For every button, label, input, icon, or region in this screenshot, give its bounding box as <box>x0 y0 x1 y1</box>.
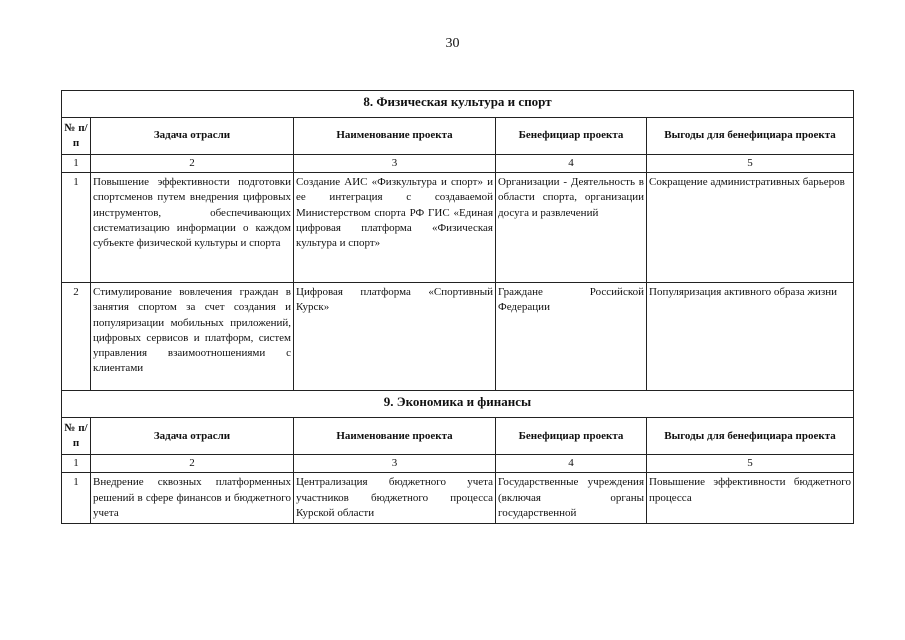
header-row <box>62 418 854 455</box>
header-project: Наименование проекта <box>294 118 496 155</box>
column-number: 2 <box>91 155 294 173</box>
benefits-cell: Повышение эффективности бюджетного процесса <box>647 473 854 524</box>
header-project: Наименование проекта <box>294 418 496 455</box>
task-cell: Внедрение сквозных платформенных решений в сфере финансов и бюджетного учета <box>91 473 294 524</box>
column-numbers-row <box>62 455 854 473</box>
projects-table <box>61 90 854 524</box>
benefits-cell: Сокращение административных барьеров <box>647 173 854 283</box>
section-8-title-row <box>62 91 854 118</box>
column-number: 4 <box>496 455 647 473</box>
column-numbers-row <box>62 155 854 173</box>
benefits-cell: Популяризация активного образа жизни <box>647 283 854 391</box>
table-row <box>62 283 854 391</box>
task-cell: Стимулирование вовлечения граждан в занятия спортом за счет создания и популяризации мобильных приложений, цифровых сервисов и платформ, систем управления взаимоотношениями с клиентами <box>91 283 294 391</box>
page-number: 30 <box>445 36 460 51</box>
project-cell: Создание АИС «Физкультура и спорт» и ее интеграция с создаваемой Министерством спорта РФ ГИС «Единая цифровая платформа «Физическая культура и спорт» <box>294 173 496 283</box>
row-number: 1 <box>62 473 91 524</box>
column-number: 1 <box>62 455 91 473</box>
section-title: 9. Экономика и финансы <box>62 391 854 418</box>
beneficiary-cell: Граждане Российской Федерации <box>496 283 647 391</box>
column-number: 3 <box>294 455 496 473</box>
header-benefits: Выгоды для бенефициара проекта <box>647 118 854 155</box>
header-task: Задача отрасли <box>91 418 294 455</box>
row-number: 2 <box>62 283 91 391</box>
column-number: 4 <box>496 155 647 173</box>
column-number: 2 <box>91 455 294 473</box>
section-title: 8. Физическая культура и спорт <box>62 91 854 118</box>
header-benefits: Выгоды для бенефициара проекта <box>647 418 854 455</box>
column-number: 3 <box>294 155 496 173</box>
column-number: 5 <box>647 155 854 173</box>
beneficiary-cell: Государственные учреждения (включая органы государственной <box>496 473 647 524</box>
header-num: № п/п <box>62 418 91 455</box>
task-cell: Повышение эффективности подготовки спортсменов путем внедрения цифровых инструментов, обеспечивающих систематизацию информации о каждом субъекте физической культуры и спорта <box>91 173 294 283</box>
row-number: 1 <box>62 173 91 283</box>
header-row <box>62 118 854 155</box>
beneficiary-cell: Организации - Деятельность в области спорта, организации досуга и развлечений <box>496 173 647 283</box>
header-task: Задача отрасли <box>91 118 294 155</box>
column-number: 1 <box>62 155 91 173</box>
section-9-title-row <box>62 391 854 418</box>
table-row <box>62 173 854 283</box>
project-cell: Централизация бюджетного учета участников бюджетного процесса Курской области <box>294 473 496 524</box>
header-num: № п/п <box>62 118 91 155</box>
project-cell: Цифровая платформа «Спортивный Курск» <box>294 283 496 391</box>
column-number: 5 <box>647 455 854 473</box>
header-beneficiary: Бенефициар проекта <box>496 118 647 155</box>
table-row <box>62 473 854 524</box>
header-beneficiary: Бенефициар проекта <box>496 418 647 455</box>
